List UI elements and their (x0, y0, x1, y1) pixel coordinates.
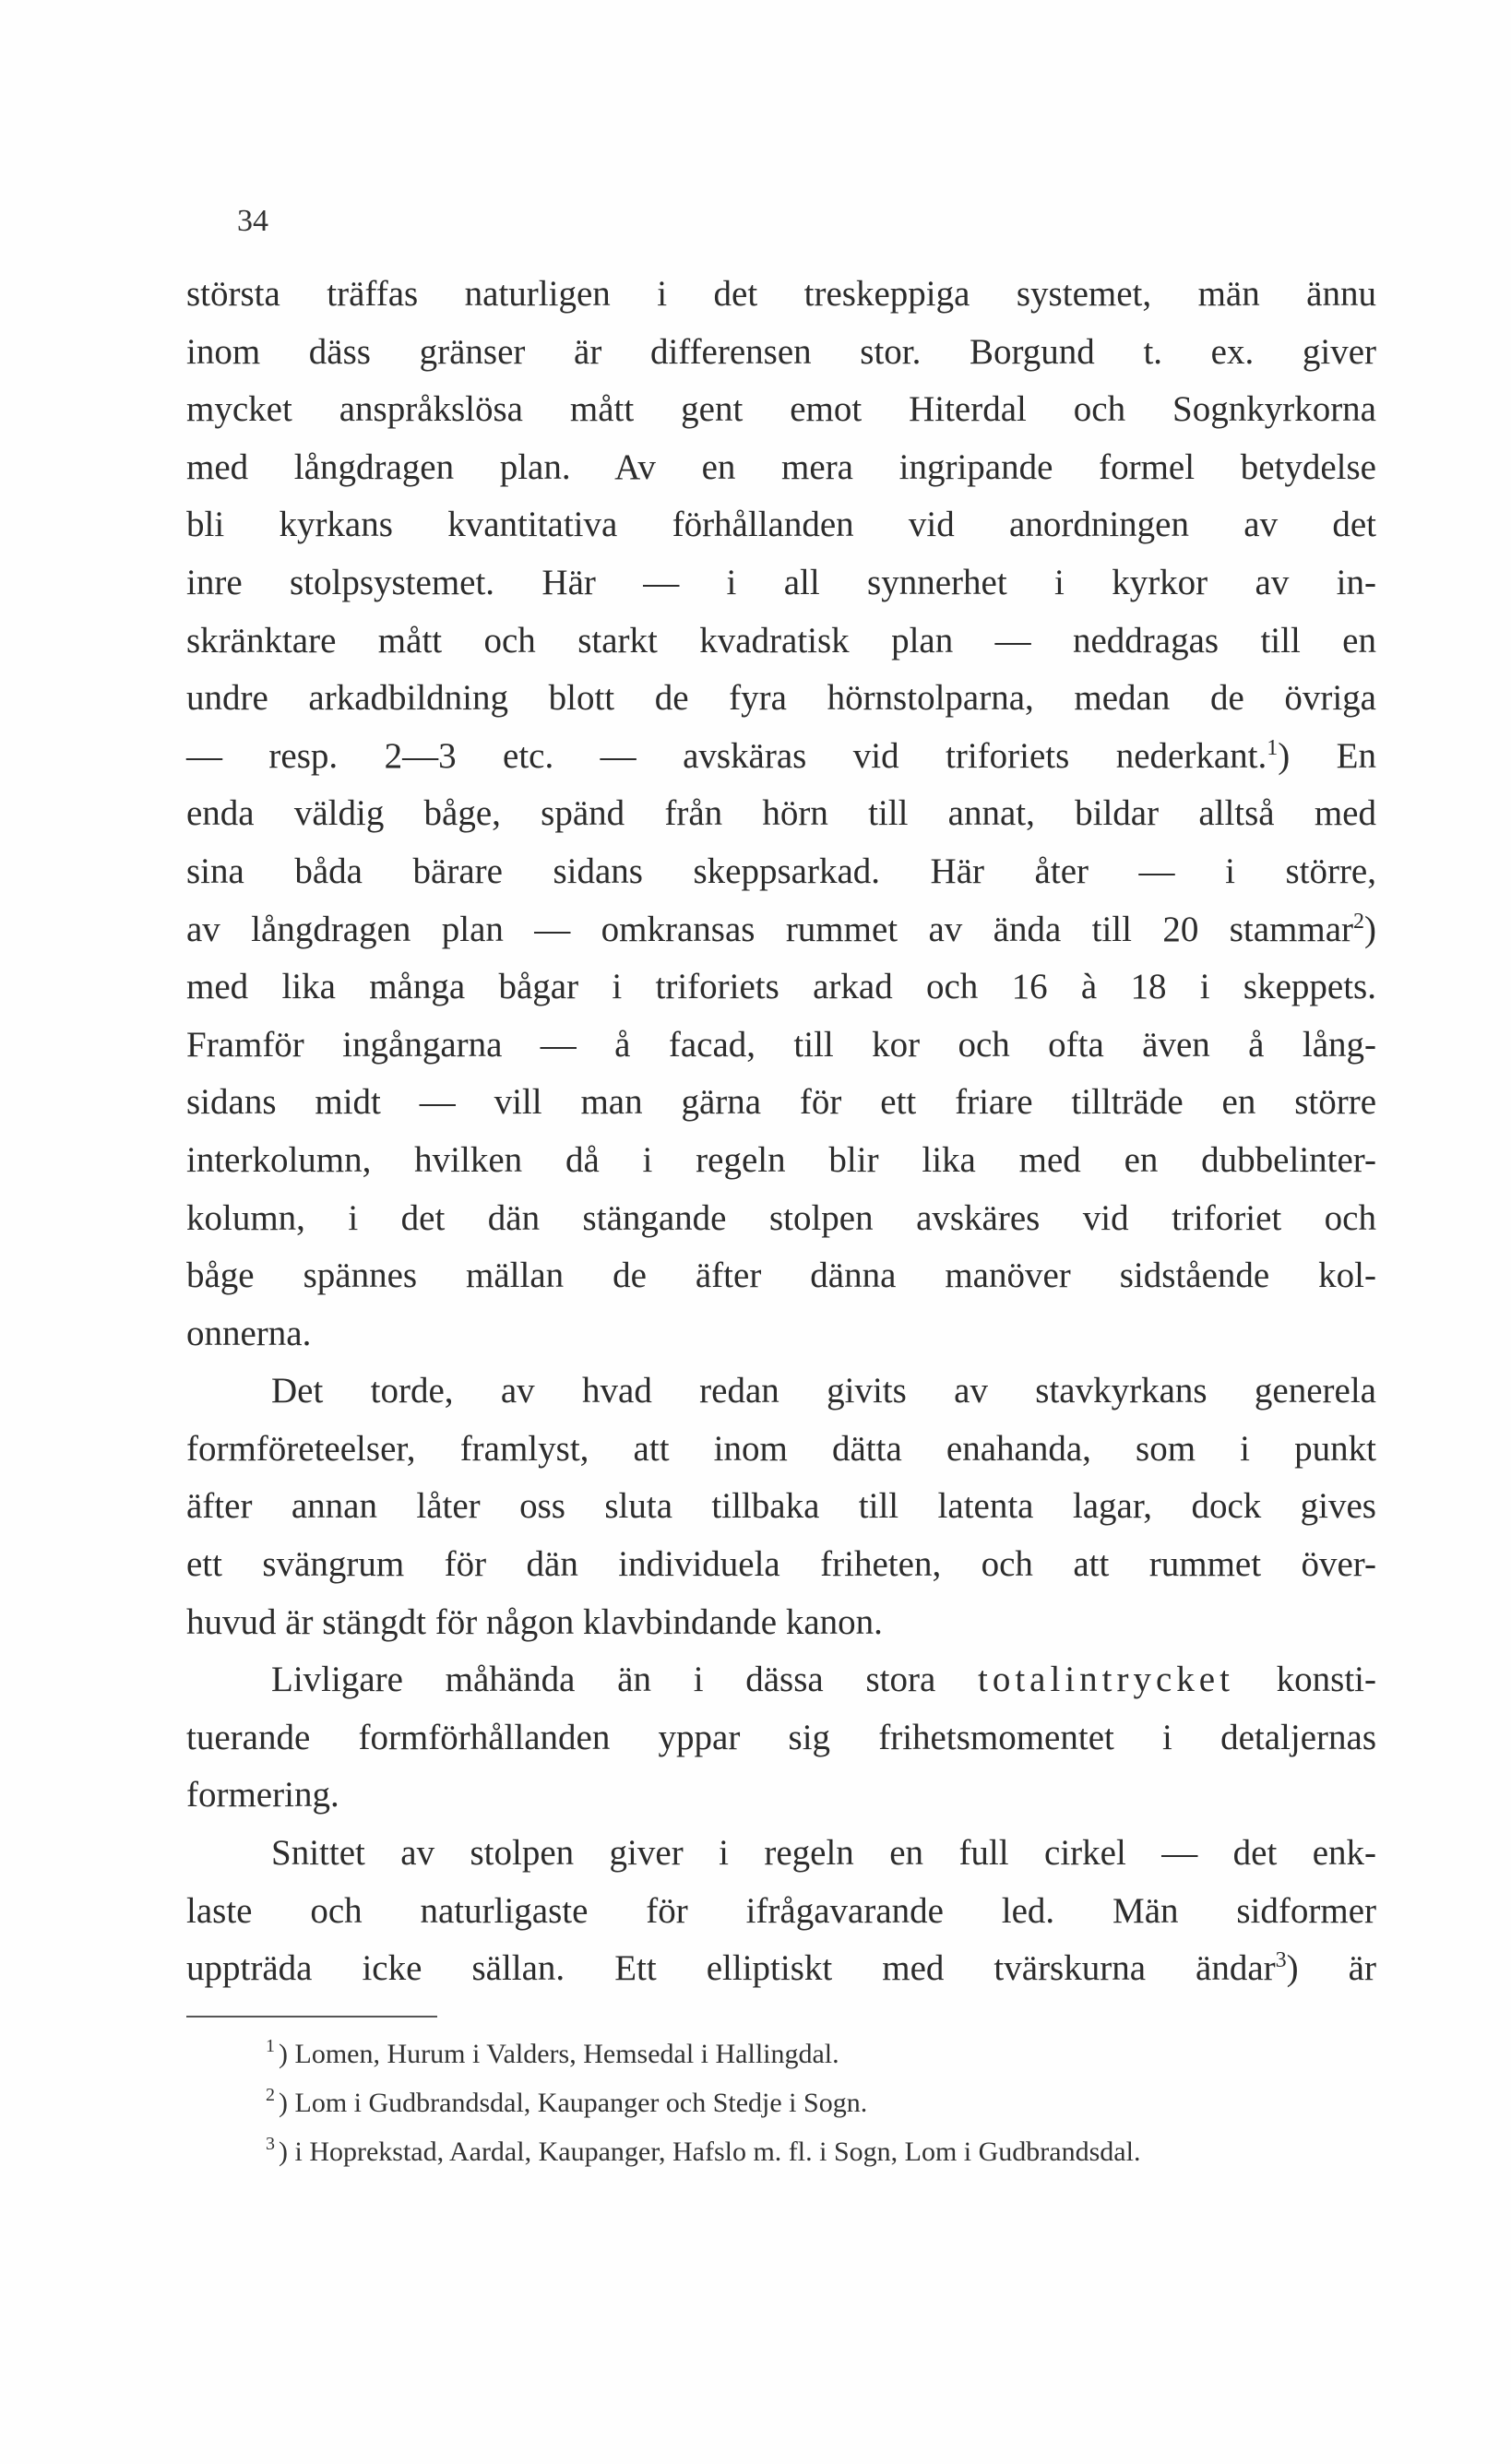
footnote-ref: 1 (1267, 735, 1279, 760)
text-line: med långdragen plan. Av en mera ingripande formel betydelse (186, 446, 1376, 487)
text-line: skränktare mått och starkt kvadratisk plan — neddragas till en (186, 620, 1376, 661)
text-line: äfter annan låter oss sluta tillbaka till latenta lagar, dock gives (186, 1486, 1376, 1527)
text-line (186, 901, 1376, 959)
footnote-text: ) Lom i Gudbrandsdal, Kaupanger och Stedje i Sogn. (279, 2088, 868, 2118)
text-segment: uppträda icke sällan. Ett elliptiskt med tvärskurna ändar (186, 1948, 1276, 1989)
emphasis-spaced: totalintrycket (978, 1660, 1234, 1700)
footnote-mark: 1 (266, 2036, 275, 2056)
text-line: sidans midt — vill man gärna för ett friare tillträde en större (186, 1082, 1376, 1123)
text-line: inre stolpsystemet. Här — i all synnerhet i kyrkor av in- (186, 562, 1376, 602)
footnote-item (266, 2127, 1373, 2176)
footnote-text: ) Lomen, Hurum i Valders, Hemsedal i Hallingdal. (279, 2039, 839, 2069)
footnote-ref: 3 (1275, 1948, 1287, 1973)
text-line: med lika många bågar i triforiets arkad och 16 à 18 i skeppets. (186, 967, 1376, 1007)
text-line: formering. (186, 1775, 339, 1815)
text-segment: av långdragen plan — omkransas rummet av ända till 20 stammar (186, 909, 1353, 949)
text-segment: konsti- (1276, 1660, 1377, 1700)
text-line: största träffas naturligen i det treskeppiga systemet, män ännu (186, 274, 1376, 314)
text-line: kolumn, i det dän stängande stolpen avskäres vid triforiet och (186, 1197, 1376, 1238)
text-line: Det torde, av hvad redan givits av stavkyrkans generela (271, 1371, 1376, 1411)
text-line: laste och naturligaste för ifrågavarande led. Män sidformer (186, 1890, 1376, 1931)
footnote-ref: 2 (1353, 909, 1364, 934)
text-line: båge spännes mällan de äfter dänna manöver sidstående kol- (186, 1256, 1376, 1296)
text-line: interkolumn, hvilken då i regeln blir lika med en dubbelinter- (186, 1139, 1376, 1180)
text-segment: ) En (1278, 735, 1376, 776)
text-line: bli kyrkans kvantitativa förhållanden vid anordningen av det (186, 505, 1376, 545)
text-segment: Livligare måhända än i dässa stora (271, 1660, 936, 1700)
text-segment: ) är (1286, 1948, 1376, 1989)
text-line: ett svängrum för dän individuela friheten, och att rummet över- (186, 1544, 1376, 1585)
text-line: undre arkadbildning blott de fyra hörnstolparna, medan de övriga (186, 678, 1376, 719)
body-text (186, 266, 1376, 1998)
text-line: huvud är stängdt för någon klavbindande kanon. (186, 1601, 883, 1642)
text-line: onnerna. (186, 1313, 312, 1353)
footnote-mark: 3 (266, 2134, 275, 2154)
text-line (186, 728, 1376, 786)
footnote-divider (186, 2016, 437, 2018)
page-number: 34 (237, 204, 268, 238)
text-line: Framför ingångarna — å facad, till kor och ofta även å lång- (186, 1024, 1376, 1065)
text-segment: — resp. 2—3 etc. — avskäras vid triforiets nederkant. (186, 735, 1267, 776)
text-line: Snittet av stolpen giver i regeln en full cirkel — det enk- (271, 1833, 1376, 1874)
text-line: tuerande formförhållanden yppar sig frihetsmomentet i detaljernas (186, 1717, 1376, 1757)
footnote-item (266, 2030, 1373, 2078)
text-line: mycket anspråkslösa mått gent emot Hiterdal och Sognkyrkorna (186, 389, 1376, 430)
text-line (186, 1940, 1376, 1998)
text-line: inom däss gränser är differensen stor. Borgund t. ex. giver (186, 331, 1376, 372)
footnote-mark: 2 (266, 2085, 275, 2105)
footnote-text: ) i Hoprekstad, Aardal, Kaupanger, Hafslo m. fl. i Sogn, Lom i Gudbrandsdal. (279, 2137, 1141, 2167)
text-line (186, 1651, 1376, 1709)
footnotes (266, 2030, 1373, 2176)
footnote-item (266, 2078, 1373, 2127)
text-line: sina båda bärare sidans skeppsarkad. Här åter — i större, (186, 851, 1376, 891)
text-segment: ) (1364, 909, 1376, 949)
text-line: formföreteelser, framlyst, att inom dätta enahanda, som i punkt (186, 1428, 1376, 1469)
text-line: enda väldig båge, spänd från hörn till annat, bildar alltså med (186, 793, 1376, 834)
